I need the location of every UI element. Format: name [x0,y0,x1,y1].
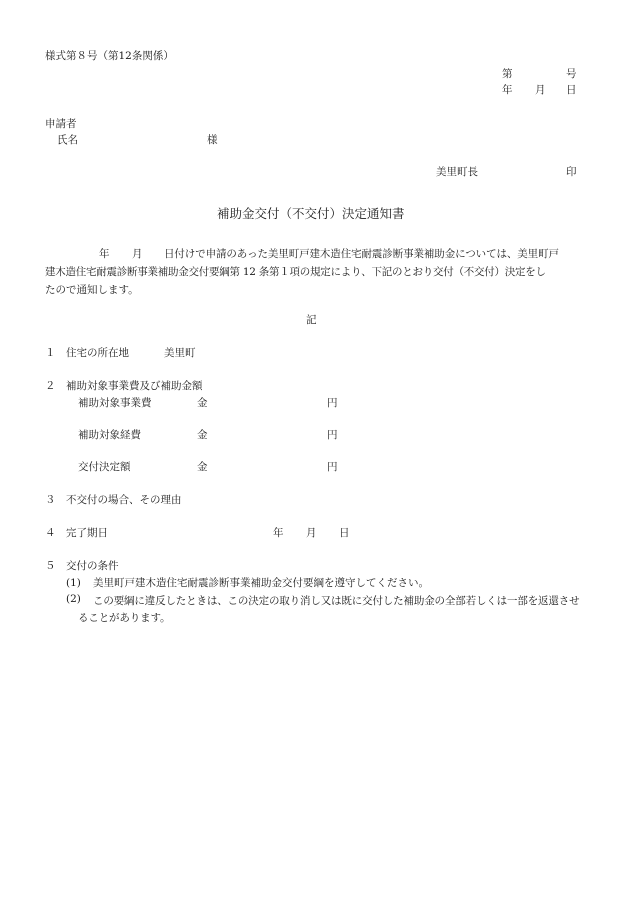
condition-1-text: 美里町戸建木造住宅耐震診断事業補助金交付要綱を遵守してください。 [93,577,429,589]
item-1-number: １ [45,347,56,359]
body-line-1: 日付けで申請のあった美里町戸建木造住宅耐震診断事業補助金については、美里町戸 [164,248,559,260]
number-prefix: 第 [502,68,513,80]
condition-2-text: この要綱に違反したときは、この決定の取り消し又は既に交付した補助金の全部若しくは一部を返還させることがあります。 [78,595,580,624]
form-number: 様式第８号（第12条関係） [45,50,174,62]
seal-mark: 印 [566,166,577,178]
body-line-2: 建木造住宅耐震診断事業補助金交付要綱第 12 条第１項の規定により、下記のとおり交付（不交付）決定をし [45,266,546,278]
row-label-eligible-expense: 補助対象経費 [78,429,141,441]
item-5-number: ５ [45,560,56,572]
header-day-label: 日 [566,84,577,96]
row-kin-eligible-expense: 金 [197,429,208,441]
body-month-label: 月 [132,248,143,260]
item-4-day-label: 日 [339,527,350,539]
applicant-honorific: 様 [207,134,218,146]
document-title: 補助金交付（不交付）決定通知書 [217,206,405,221]
condition-1-number: (1) [66,577,81,589]
applicant-name-label: 氏名 [57,134,78,146]
row-yen-project-cost: 円 [327,397,338,409]
row-kin-project-cost: 金 [197,397,208,409]
item-1-value: 美里町 [164,347,196,359]
header-year-label: 年 [502,84,513,96]
row-kin-decided-amount: 金 [197,461,208,473]
row-label-decided-amount: 交付決定額 [78,461,131,473]
item-4-year-label: 年 [273,527,284,539]
item-2-label: 補助対象事業費及び補助金額 [66,380,203,392]
header-month-label: 月 [535,84,546,96]
item-5-label: 交付の条件 [66,560,119,572]
body-line-3: たので通知します。 [45,284,139,296]
number-suffix: 号 [566,68,577,80]
item-4-label: 完了期日 [66,527,108,539]
issuer-mayor: 美里町長 [436,166,478,178]
row-yen-eligible-expense: 円 [327,429,338,441]
item-4-number: ４ [45,527,56,539]
row-label-project-cost: 補助対象事業費 [78,397,152,409]
applicant-label: 申請者 [45,118,77,130]
ki-heading: 記 [306,314,317,326]
body-year-label: 年 [99,248,110,260]
condition-2-number: (2) [66,593,81,605]
row-yen-decided-amount: 円 [327,461,338,473]
item-1-label: 住宅の所在地 [66,347,129,359]
item-4-month-label: 月 [306,527,317,539]
item-2-number: ２ [45,380,56,392]
item-3-label: 不交付の場合、その理由 [66,494,182,506]
item-3-number: ３ [45,494,56,506]
